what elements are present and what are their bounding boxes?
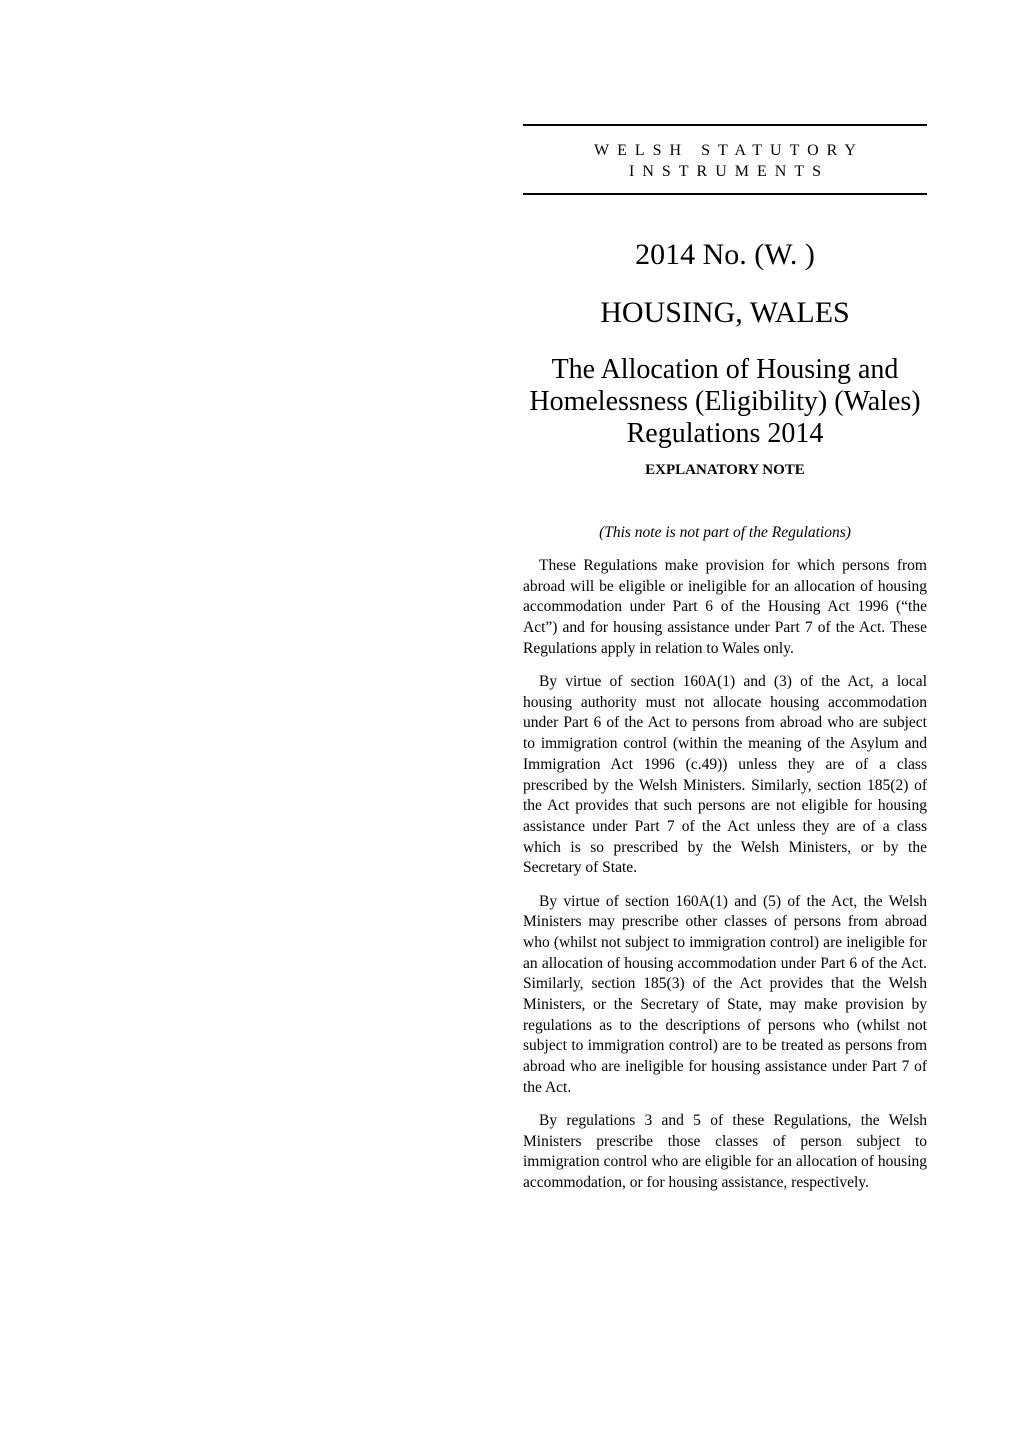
explanatory-note-caption: (This note is not part of the Regulations) <box>599 524 851 541</box>
instrument-title <box>523 354 927 450</box>
paragraph-3: By virtue of section 160A(1) and (5) of the Act, the Welsh Ministers may prescribe other classes of persons from abroad who (whilst not subject to immigration control) are ineligible for an allocation of housing accommodation under Part 6 of the Act. Similarly, section 185(3) of the Act provides that the Welsh Ministers, or the Secretary of State, may make provision by regulations as to the descriptions of persons who (whilst not subject to immigration control) are to be treated as persons from abroad who are ineligible for housing assistance under Part 7 of the Act. <box>523 892 927 1096</box>
paragraph-1: These Regulations make provision for which persons from abroad will be eligible or ineligible for an allocation of housing accommodation under Part 6 of the Housing Act 1996 (“the Act”) and for housing assistance under Part 7 of the Act. These Regulations apply in relation to Wales only. <box>523 557 927 657</box>
series-heading <box>523 140 927 182</box>
series-line-1: WELSH STATUTORY <box>594 142 864 159</box>
paragraph-2: By virtue of section 160A(1) and (3) of the Act, a local housing authority must not allocate housing accommodation under Part 6 of the Act to persons from abroad who are subject to immigration control (within the meaning of the Asylum and Immigration Act 1996 (c.49)) unless they are of a class prescribed by the Welsh Ministers. Similarly, section 185(2) of the Act provides that such persons are not eligible for housing assistance under Part 7 of the Act unless they are of a class which is so prescribed by the Welsh Ministers, or by the Secretary of State. <box>523 673 927 877</box>
series-line-2: INSTRUMENTS <box>628 163 829 180</box>
paragraph-4: By regulations 3 and 5 of these Regulations, the Welsh Ministers prescribe those classes of person subject to immigration control who are eligible for an allocation of housing accommodation, or for housing assistance, respectively. <box>523 1112 927 1192</box>
explanatory-heading: EXPLANATORY NOTE <box>645 462 805 478</box>
explanatory-body <box>523 556 927 1206</box>
bottom-rule <box>523 193 927 195</box>
instrument-subject: HOUSING, WALES <box>600 296 850 329</box>
instrument-number: 2014 No. (W. ) <box>635 238 815 271</box>
top-rule <box>523 124 927 126</box>
title-line-1: The Allocation of Housing and <box>551 354 899 385</box>
title-line-3: Regulations 2014 <box>626 418 824 449</box>
title-line-2: Homelessness (Eligibility) (Wales) <box>529 386 921 417</box>
